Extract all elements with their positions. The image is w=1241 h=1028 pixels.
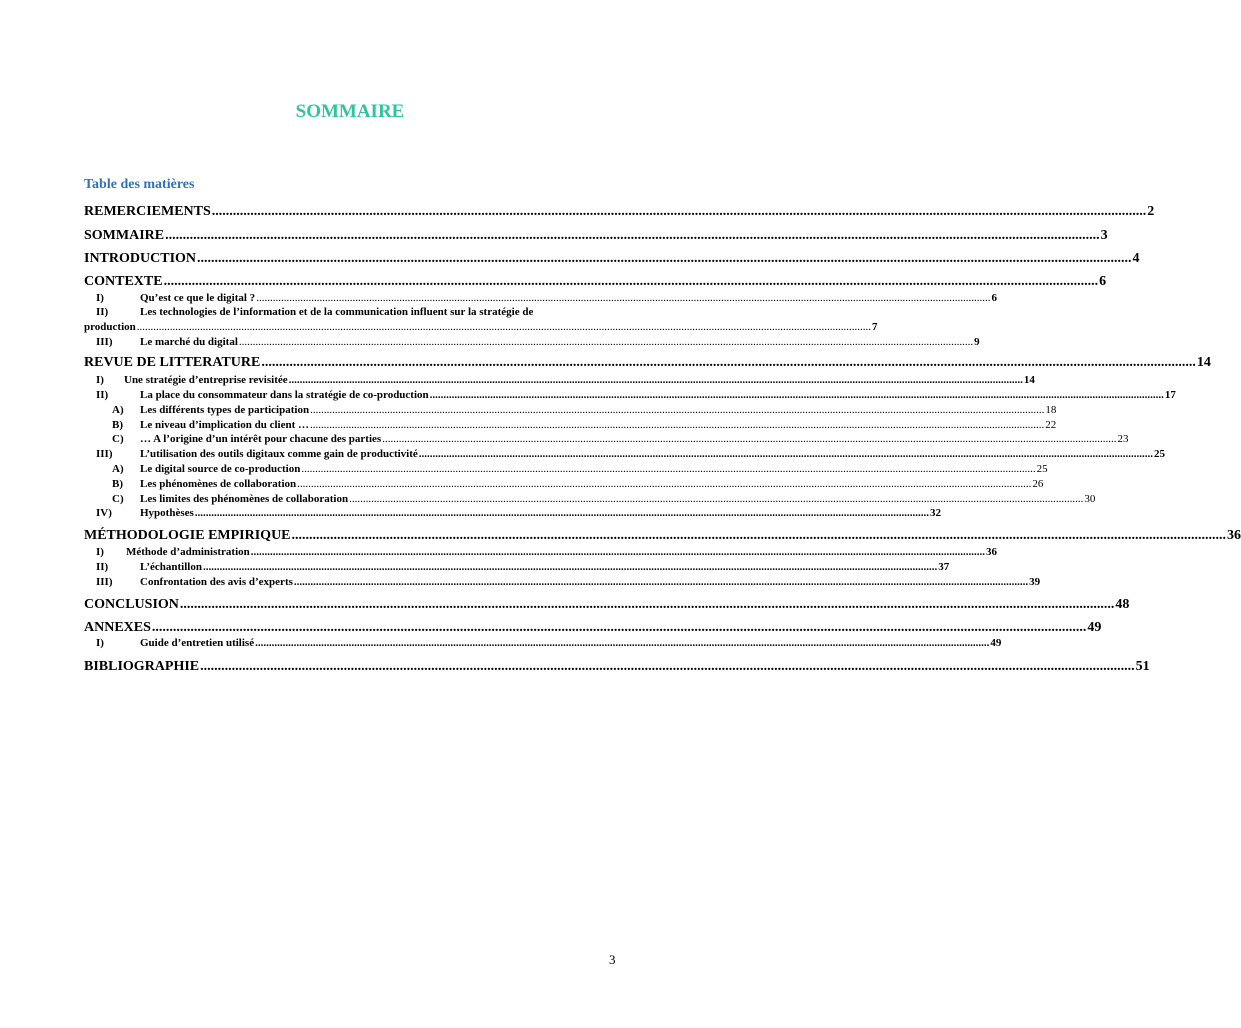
toc-entry-page: 32 bbox=[930, 507, 942, 519]
toc-entry-label: CONTEXTE bbox=[84, 274, 163, 289]
toc-leader-dots: ........................................................................................................................................................................................................................................................................... bbox=[197, 251, 1132, 266]
toc-entry-page: 4 bbox=[1132, 251, 1140, 266]
toc-entry-label: L’échantillon bbox=[140, 561, 202, 573]
toc-leader-dots: ........................................................................................................................................................................................................................................................................... bbox=[136, 321, 872, 333]
toc-entry-label: INTRODUCTION bbox=[84, 251, 197, 266]
toc-entry-number: III) bbox=[96, 448, 113, 460]
toc-entry-label-cont: production bbox=[84, 321, 136, 333]
toc-leader-dots: ........................................................................................................................................................................................................................................................................... bbox=[382, 433, 1117, 445]
toc-leader-dots: ........................................................................................................................................................................................................................................................................... bbox=[293, 576, 1029, 588]
toc-entry-number: II) bbox=[96, 306, 109, 318]
toc-entry-marche[interactable] bbox=[84, 335, 980, 350]
toc-entry-label: Les limites des phénomènes de collaboration bbox=[140, 493, 349, 505]
toc-entry-consommateur[interactable] bbox=[84, 388, 1176, 403]
page-number: 3 bbox=[609, 952, 616, 967]
toc-entry-outils-digitaux[interactable] bbox=[84, 447, 1166, 462]
toc-entry-number: C) bbox=[112, 493, 124, 505]
toc-leader-dots: ........................................................................................................................................................................................................................................................................... bbox=[297, 478, 1032, 490]
toc-leader-dots: ........................................................................................................................................................................................................................................................................... bbox=[349, 493, 1084, 505]
toc-entry-page: 49 bbox=[1087, 620, 1102, 635]
toc-entry-label: La place du consommateur dans la stratégie de co-production bbox=[140, 389, 429, 401]
toc-leader-dots: ........................................................................................................................................................................................................................................................................... bbox=[151, 620, 1087, 635]
toc-leader-dots: ........................................................................................................................................................................................................................................................................... bbox=[429, 389, 1164, 401]
toc-leader-dots: ........................................................................................................................................................................................................................................................................... bbox=[202, 561, 938, 573]
toc-entry-guide[interactable] bbox=[84, 636, 1002, 651]
toc-leader-dots: ........................................................................................................................................................................................................................................................................... bbox=[200, 659, 1135, 674]
toc-leader-dots: ........................................................................................................................................................................................................................................................................... bbox=[250, 546, 985, 558]
toc-entry-page: 23 bbox=[1117, 433, 1129, 445]
toc-entry-page: 37 bbox=[938, 561, 950, 573]
toc-entry-limites[interactable] bbox=[84, 492, 1096, 507]
toc-entry-number: C) bbox=[112, 433, 124, 445]
toc-entry-implication[interactable] bbox=[84, 418, 1057, 433]
toc-entry-echantillon[interactable] bbox=[84, 560, 950, 575]
toc-entry-label: CONCLUSION bbox=[84, 597, 179, 612]
toc-leader-dots: ........................................................................................................................................................................................................................................................................... bbox=[291, 528, 1227, 543]
toc-entry-label: Le niveau d’implication du client … bbox=[140, 419, 309, 431]
toc-entry-label: REMERCIEMENTS bbox=[84, 204, 211, 219]
toc-entry-number: A) bbox=[112, 404, 124, 416]
toc-leader-dots: ........................................................................................................................................................................................................................................................................... bbox=[194, 507, 930, 519]
toc-entry-page: 9 bbox=[974, 336, 980, 348]
toc-entry-types-participation[interactable] bbox=[84, 403, 1057, 418]
toc-entry-number: II) bbox=[96, 389, 109, 401]
toc-entry-page: 14 bbox=[1196, 355, 1211, 370]
toc-entry-label: Confrontation des avis d’experts bbox=[140, 576, 293, 588]
page-title: SOMMAIRE bbox=[295, 101, 405, 122]
toc-leader-dots: ........................................................................................................................................................................................................................................................................... bbox=[165, 228, 1100, 243]
toc-entry-label: … A l’origine d’un intérêt pour chacune des parties bbox=[140, 433, 382, 445]
toc-entry-label: SOMMAIRE bbox=[84, 228, 165, 243]
toc-leader-dots: ........................................................................................................................................................................................................................................................................... bbox=[211, 204, 1147, 219]
toc-leader-dots: ........................................................................................................................................................................................................................................................................... bbox=[179, 597, 1115, 612]
toc-entry-remerciements[interactable] bbox=[84, 204, 1155, 219]
toc-entry-page: 48 bbox=[1115, 597, 1130, 612]
toc-entry-number: III) bbox=[96, 336, 113, 348]
toc-entry-page: 49 bbox=[990, 637, 1002, 649]
toc-entry-page: 36 bbox=[986, 546, 997, 558]
toc-entry-annexes[interactable] bbox=[84, 620, 1102, 635]
toc-entry-page: 30 bbox=[1084, 493, 1096, 505]
toc-entry-strategie[interactable] bbox=[84, 373, 1035, 388]
toc-entry-label: L’utilisation des outils digitaux comme gain de productivité bbox=[140, 448, 418, 460]
toc-leader-dots: ........................................................................................................................................................................................................................................................................... bbox=[238, 336, 974, 348]
toc-entry-phenomenes[interactable] bbox=[84, 477, 1044, 492]
toc-entry-confrontation[interactable] bbox=[84, 575, 1041, 590]
toc-leader-dots: ........................................................................................................................................................................................................................................................................... bbox=[301, 463, 1036, 475]
toc-entry-number: I) bbox=[96, 637, 104, 649]
toc-entry-page: 17 bbox=[1164, 389, 1176, 401]
toc-entry-label: Qu’est ce que le digital ? bbox=[140, 292, 256, 304]
toc-entry-methodologie[interactable] bbox=[84, 528, 1241, 543]
toc-entry-number: III) bbox=[96, 576, 113, 588]
toc-entry-page: 3 bbox=[1100, 228, 1108, 243]
toc-entry-label: MÉTHODOLOGIE EMPIRIQUE bbox=[84, 528, 291, 543]
toc-entry-number: B) bbox=[112, 478, 123, 490]
toc-entry-number: B) bbox=[112, 419, 123, 431]
toc-entry-number: IV) bbox=[96, 507, 112, 519]
toc-entry-administration[interactable] bbox=[84, 545, 997, 560]
toc-entry-label: Le digital source de co-production bbox=[140, 463, 301, 475]
toc-entry-label: BIBLIOGRAPHIE bbox=[84, 659, 200, 674]
toc-entry-page: 39 bbox=[1029, 576, 1041, 588]
toc-entry-hypotheses[interactable] bbox=[84, 506, 942, 521]
toc-entry-label: Les technologies de l’information et de la communication influent sur la stratégie de bbox=[140, 306, 534, 318]
toc-leader-dots: ........................................................................................................................................................................................................................................................................... bbox=[288, 374, 1023, 386]
toc-entry-interet[interactable] bbox=[84, 432, 1129, 447]
toc-entry-conclusion[interactable] bbox=[84, 597, 1130, 612]
toc-entry-page: 25 bbox=[1036, 463, 1048, 475]
toc-entry-page: 36 bbox=[1227, 528, 1241, 543]
toc-entry-page: 25 bbox=[1154, 448, 1166, 460]
toc-leader-dots: ........................................................................................................................................................................................................................................................................... bbox=[310, 419, 1045, 431]
toc-entry-page: 2 bbox=[1147, 204, 1155, 219]
toc-entry-technologies[interactable] bbox=[84, 305, 878, 335]
toc-leader-dots: ........................................................................................................................................................................................................................................................................... bbox=[256, 292, 991, 304]
toc-entry-page: 6 bbox=[991, 292, 997, 304]
toc-entry-number: II) bbox=[96, 561, 109, 573]
toc-entry-label: ANNEXES bbox=[84, 620, 151, 635]
toc-entry-page: 14 bbox=[1023, 374, 1035, 386]
toc-entry-revue[interactable] bbox=[84, 355, 1211, 370]
toc-leader-dots: ........................................................................................................................................................................................................................................................................... bbox=[418, 448, 1154, 460]
toc-entry-label: Les phénomènes de collaboration bbox=[140, 478, 297, 490]
toc-entry-label: Méthode d’administration bbox=[126, 546, 250, 558]
toc-heading: Table des matières bbox=[84, 177, 195, 192]
toc-entry-label: Hypothèses bbox=[140, 507, 194, 519]
toc-entry-contexte[interactable] bbox=[84, 274, 1107, 289]
toc-leader-dots: ........................................................................................................................................................................................................................................................................... bbox=[255, 637, 990, 649]
toc-entry-number: I) bbox=[96, 292, 104, 304]
toc-entry-page: 51 bbox=[1135, 659, 1150, 674]
toc-entry-page: 7 bbox=[872, 321, 878, 333]
toc-entry-digital-source[interactable] bbox=[84, 462, 1048, 477]
toc-entry-page: 6 bbox=[1099, 274, 1107, 289]
toc-entry-number: I) bbox=[96, 546, 104, 558]
toc-entry-bibliographie[interactable] bbox=[84, 659, 1150, 674]
toc-leader-dots: ........................................................................................................................................................................................................................................................................... bbox=[261, 355, 1196, 370]
toc-entry-page: 18 bbox=[1045, 404, 1057, 416]
toc-entry-label: Le marché du digital bbox=[140, 336, 238, 348]
toc-entry-label: Guide d’entretien utilisé bbox=[140, 637, 255, 649]
toc-leader-dots: ........................................................................................................................................................................................................................................................................... bbox=[310, 404, 1045, 416]
toc-leader-dots: ........................................................................................................................................................................................................................................................................... bbox=[163, 274, 1099, 289]
toc-entry-introduction[interactable] bbox=[84, 251, 1140, 266]
toc-entry-number: I) bbox=[96, 374, 104, 386]
toc-entry-label: Les différents types de participation bbox=[140, 404, 310, 416]
toc-entry-label: REVUE DE LITTERATURE bbox=[84, 355, 261, 370]
toc-entry-digital[interactable] bbox=[84, 291, 997, 306]
toc-entry-sommaire[interactable] bbox=[84, 228, 1108, 243]
toc-entry-label: Une stratégie d’entreprise revisitée bbox=[124, 374, 288, 386]
toc-entry-page: 22 bbox=[1045, 419, 1057, 431]
toc-entry-number: A) bbox=[112, 463, 124, 475]
toc-entry-page: 26 bbox=[1032, 478, 1044, 490]
